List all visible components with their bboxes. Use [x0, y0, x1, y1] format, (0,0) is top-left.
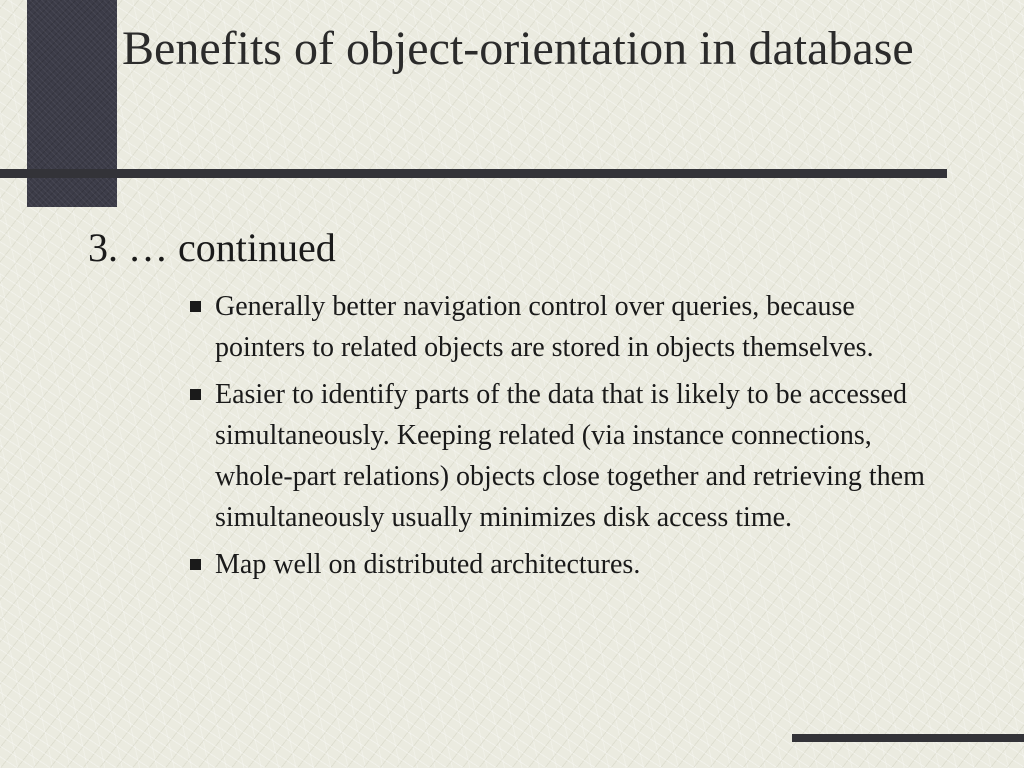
bullet-item [188, 286, 948, 368]
square-bullet-icon [190, 559, 201, 570]
bullet-text: Easier to identify parts of the data that is likely to be accessed simultaneously. Keeping related (via instance connections, whole-part relations) objects close together and retrieving them simultaneously usually minimizes disk access time. [215, 379, 925, 533]
footer-rule [792, 734, 1024, 742]
bullet-list [188, 286, 948, 591]
bullet-text: Map well on distributed architectures. [215, 549, 641, 580]
square-bullet-icon [190, 301, 201, 312]
section-heading: 3. … continued [88, 225, 336, 270]
bullet-item [188, 374, 948, 538]
title-divider-rule [0, 169, 947, 178]
bullet-text: Generally better navigation control over queries, because pointers to related objects are stored in objects themselves. [215, 291, 874, 363]
slide-title: Benefits of object-orientation in database [122, 22, 914, 75]
square-bullet-icon [190, 389, 201, 400]
bullet-item [188, 544, 948, 585]
